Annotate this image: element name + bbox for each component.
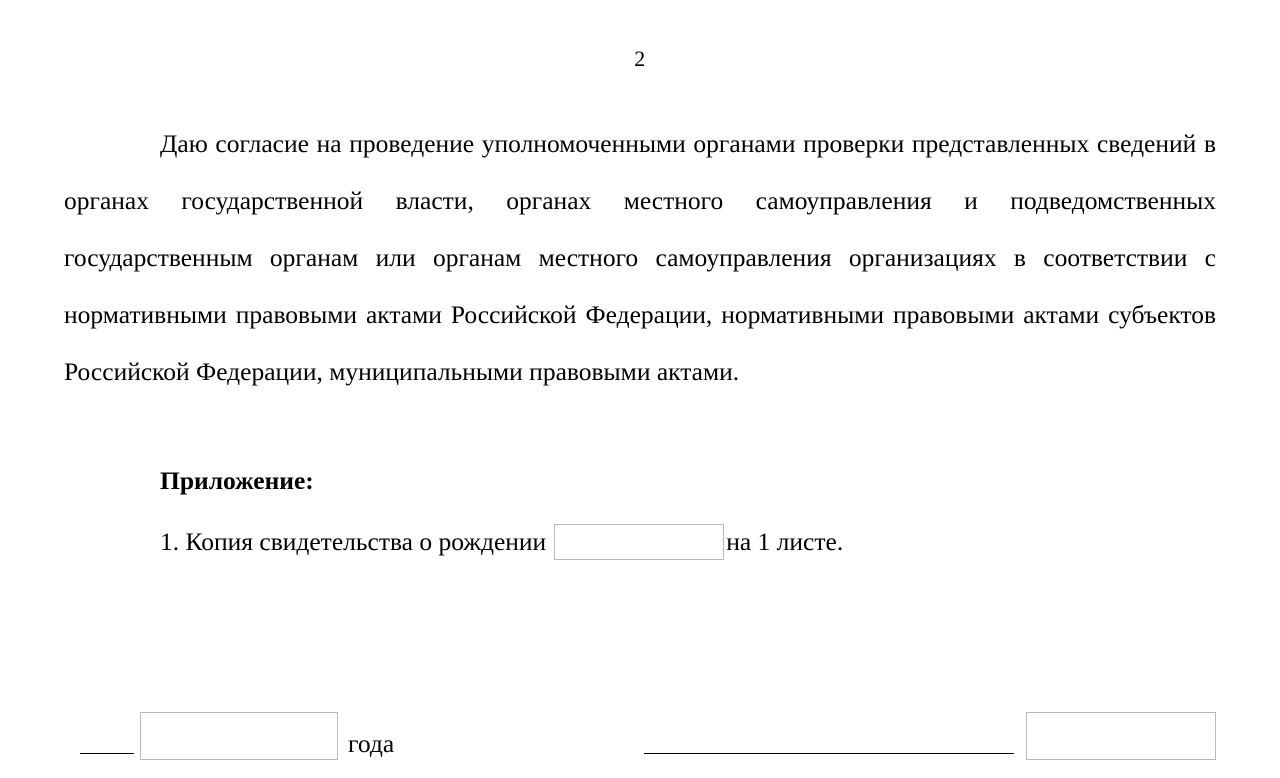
year-label: года <box>348 728 395 758</box>
attachment-heading: Приложение: <box>160 466 314 495</box>
birth-certificate-field[interactable] <box>554 524 724 560</box>
month-field[interactable] <box>140 712 338 760</box>
signature-row <box>64 712 1216 760</box>
attachment-item-suffix: на 1 листе. <box>726 526 844 556</box>
attachment-item-prefix: 1. Копия свидетельства о рождении <box>160 526 547 556</box>
date-group <box>80 712 394 760</box>
day-underline <box>80 753 134 754</box>
signature-group <box>644 712 1216 760</box>
signature-field[interactable] <box>1026 712 1216 760</box>
page-number: 2 <box>634 46 646 71</box>
attachment-item-1 <box>64 524 1216 560</box>
name-underline <box>644 753 1014 754</box>
consent-paragraph: Даю согласие на проведение уполномоченными органами проверки представленных сведений в органах государственной власти, органах местного самоуправления и подведомственных государственным органам или органам местного самоуправления организациях в соответствии с нормативными правовыми актами Российской Федерации, нормативными правовыми актами субъектов Российской Федерации, муниципальными правовыми актами. <box>64 129 1216 386</box>
